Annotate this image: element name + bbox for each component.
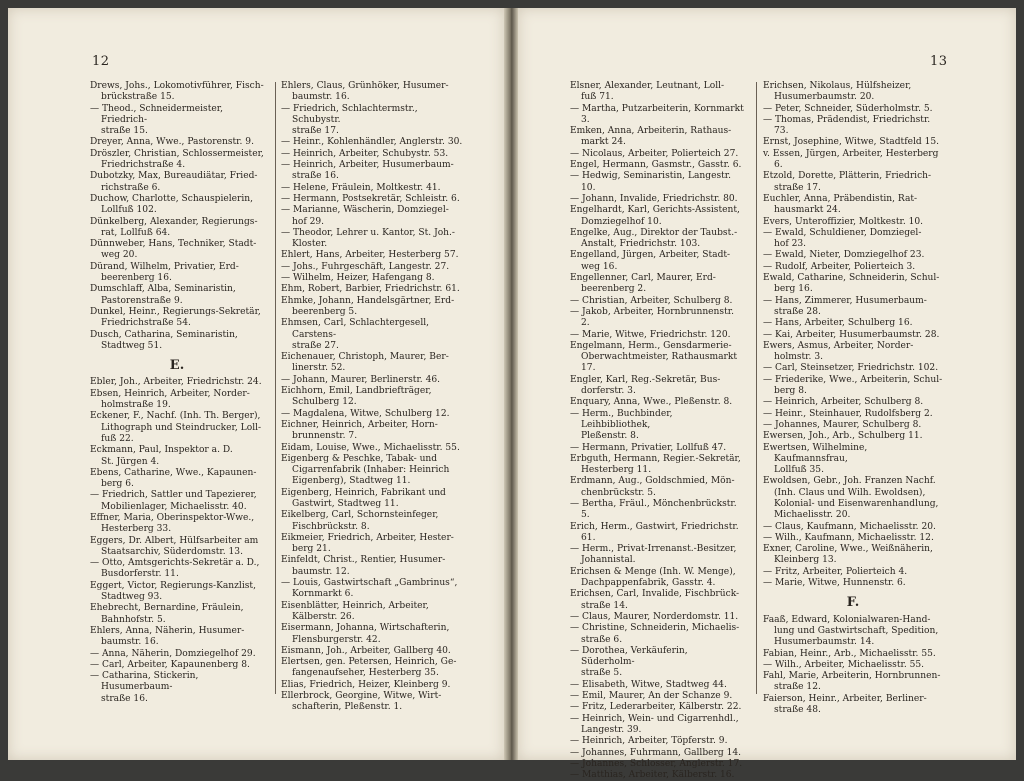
directory-entry: — Heinrich, Arbeiter, Töpferstr. 9. [570,736,728,747]
directory-entry: Eikmeier, Friedrich, Arbeiter, Hester- berg 21. [281,532,454,555]
directory-entry: Erichsen & Menge (Inh. W. Menge), Dachpappenfabrik, Gasstr. 4. [570,566,736,589]
directory-entry: — Johannes, Fuhrmann, Gallberg 14. [570,747,742,758]
directory-entry: Ehmsen, Carl, Schlachtergesell, Carstens- straße 27. [281,318,430,351]
directory-entry: Effner, Maria, Oberinspektor-Wwe., Hesterberg 33. [90,512,255,535]
directory-entry: Eigenberg, Heinrich, Fabrikant und Gastwirt, Stadtweg 11. [281,487,446,509]
directory-entry: Dusch, Catharina, Seminaristin, Stadtweg 51. [90,329,238,351]
directory-entry: Dürand, Wilhelm, Privatier, Erd- beerenberg 16. [90,261,239,284]
directory-entry: — Heinr., Kohlenhändler, Anglerstr. 30. [281,137,463,148]
directory-entry: — Emil, Maurer, An der Schanze 9. [570,691,733,702]
directory-entry: Dröszler, Christian, Schlossermeister, Friedrichstraße 4. [90,148,264,171]
directory-entry: — Marie, Witwe, Hunnenstr. 6. [763,578,906,589]
directory-entry: Eidam, Louise, Wwe., Michaelisstr. 55. [281,442,460,453]
directory-entry: — Carl, Steinsetzer, Friedrichstr. 102. [763,363,939,374]
directory-entry: — Heinrich, Arbeiter, Schulberg 8. [763,397,924,408]
directory-entry: — Dorothea, Verkäuferin, Süderholm- straße 5. [570,645,688,679]
directory-entry: Ebens, Catharine, Wwe., Kapaunen- berg 6. [90,467,257,490]
directory-entry: Eichner, Heinrich, Arbeiter, Horn- brunnenstr. 7. [281,419,438,442]
directory-entry: Erich, Herm., Gastwirt, Friedrichstr. 61. [570,521,739,543]
directory-entry: Engellenner, Carl, Maurer, Erd- beerenberg 2. [570,273,716,295]
directory-entry: Engelhardt, Karl, Gerichts-Assistent, Domziegelhof 10. [570,205,740,227]
directory-entry: Ehlers, Anna, Näherin, Husumer- baumstr. 16. [90,625,245,648]
directory-entry: Engel, Hermann, Gasmstr., Gasstr. 6. [570,160,742,171]
directory-entry: Elsner, Alexander, Leutnant, Loll- fuß 71. [570,81,725,103]
section-letter: F. [846,595,860,611]
directory-entry: Erbguth, Hermann, Regier.-Sekretär, Hesterberg 11. [570,453,741,476]
directory-entry: Eckener, F., Nachf. (Inh. Th. Berger), Lithograph und Steindrucker, Loll- fuß 22. [90,411,262,444]
directory-entry: v. Essen, Jürgen, Arbeiter, Hesterberg 6. [763,148,939,171]
directory-entry: Emken, Anna, Arbeiterin, Rathaus- markt 24. [570,126,732,148]
directory-entry: Engelmann, Herm., Gensdarmerie- Oberwachtmeister, Rathausmarkt 17. [570,340,738,374]
directory-entry: Enquary, Anna, Wwe., Pleßenstr. 8. [570,397,733,408]
directory-column [763,81,943,716]
page-number: 13 [930,54,948,69]
directory-entry: Duchow, Charlotte, Schauspielerin, Lollfuß 102. [90,193,254,216]
directory-entry: Ehlert, Hans, Arbeiter, Hesterberg 57. [281,250,459,261]
directory-entry: — Fritz, Arbeiter, Polierteich 4. [763,566,908,577]
directory-entry: — Magdalena, Witwe, Schulberg 12. [281,408,450,419]
directory-entry: Eichhorn, Emil, Landbriefträger, Schulberg 12. [281,386,432,408]
directory-entry: — Nicolaus, Arbeiter, Polierteich 27. [570,148,739,159]
directory-entry: — Rudolf, Arbeiter, Polierteich 3. [763,261,916,272]
directory-entry: — Hans, Arbeiter, Schulberg 16. [763,318,913,329]
directory-entry: — Helene, Fräulein, Moltkestr. 41. [281,182,441,193]
directory-entry: — Hans, Zimmerer, Husumerbaum- straße 28. [763,295,927,317]
directory-entry: — Heinrich, Arbeiter, Husumerbaum- straße 16. [281,160,454,182]
directory-entry: — Thomas, Prädendist, Friedrichstr. 73. [763,114,931,137]
directory-entry: Drews, Johs., Lokomotivführer, Fisch- brückstraße 15. [90,81,264,103]
directory-entry: — Elisabeth, Witwe, Stadtweg 44. [570,679,727,690]
directory-entry: Eggers, Dr. Albert, Hülfsarbeiter am Staatsarchiv, Süderdomstr. 13. [90,535,259,557]
directory-entry: — Friedrich, Sattler und Tapezierer, Mobilienlager, Michaelisstr. 40. [90,490,257,512]
directory-entry: — Christine, Schneiderin, Michaelis- straße 6. [570,623,740,645]
directory-entry: Engler, Karl, Reg.-Sekretär, Bus- dorferstr. 3. [570,374,721,397]
directory-entry: Eichenauer, Christoph, Maurer, Ber- linerstr. 52. [281,352,449,374]
directory-entry: Eisermann, Johanna, Wirtschafterin, Flensburgerstr. 42. [281,623,450,645]
directory-entry: — Hermann, Privatier, Lollfuß 47. [570,442,727,453]
directory-entry: Dreyer, Anna, Wwe., Pastorenstr. 9. [90,137,254,148]
directory-entry: — Jakob, Arbeiter, Hornbrunnenstr. 2. [570,306,734,329]
directory-entry: Dunkel, Heinr., Regierungs-Sekretär, Friedrichstraße 54. [90,306,261,329]
directory-entry: — Christian, Arbeiter, Schulberg 8. [570,295,733,306]
directory-entry: Ernst, Josephine, Witwe, Stadtfeld 15. [763,137,940,148]
directory-entry: — Louis, Gastwirtschaft „Gambrinus“, Kornmarkt 6. [281,578,458,600]
directory-entry: Dünkelberg, Alexander, Regierungs- rat, Lollfuß 64. [90,216,258,238]
directory-entry: — Johann, Invalide, Friedrichstr. 80. [570,193,738,204]
directory-entry: Ewald, Catharine, Schneiderin, Schul- berg 16. [763,273,940,295]
directory-entry: — Marianne, Wäscherin, Domziegel- hof 29. [281,205,449,227]
directory-entry: — Theod., Schneidermeister, Friedrich- straße 15. [90,103,223,137]
section-letter: E. [169,358,185,374]
directory-entry: — Herm., Privat-Irrenanst.-Besitzer, Johannistal. [570,544,737,566]
directory-entry: Ehlers, Claus, Grünhöker, Husumer- baumstr. 16. [281,81,449,103]
directory-entry: Dünnweber, Hans, Techniker, Stadt- weg 20. [90,239,257,261]
directory-entry: — Peter, Schneider, Süderholmstr. 5. [763,103,933,114]
directory-entry: — Marie, Witwe, Friedrichstr. 120. [570,329,731,340]
directory-entry: Elertsen, gen. Petersen, Heinrich, Ge- fangenaufseher, Hesterberg 35. [281,657,457,679]
left-page [8,8,504,760]
column-divider [756,82,757,694]
directory-entry: Ehm, Robert, Barbier, Friedrichstr. 61. [281,284,460,295]
directory-entry: — Friederike, Wwe., Arbeiterin, Schul- berg 8. [763,374,943,397]
directory-entry: — Catharina, Stickerin, Husumerbaum- straße 16. [90,671,199,704]
directory-entry: Faaß, Edward, Kolonialwaren-Hand- lung und Gastwirtschaft, Spedition, Husumerbaumstr. 14. [763,614,939,648]
directory-entry: — Ewald, Schuldiener, Domziegel- hof 23. [763,227,922,250]
directory-entry: Ehebrecht, Bernardine, Fräulein, Bahnhofstr. 5. [90,603,244,625]
directory-entry: Ewertsen, Wilhelmine, Kaufmannsfrau, Lollfuß 35. [763,442,868,476]
directory-entry: — Otto, Amtsgerichts-Sekretär a. D., Busdorferstr. 11. [90,558,260,580]
directory-entry: — Heinrich, Wein- und Cigarrenhdl., Langestr. 39. [570,713,739,735]
directory-entry: Exner, Caroline, Wwe., Weißnäherin, Kleinberg 13. [763,544,933,566]
directory-entry: — Johannes, Schlosser, Anglerstr. 17. [570,758,743,769]
directory-entry: — Claus, Kaufmann, Michaelisstr. 20. [763,521,936,532]
book-gutter [504,8,518,760]
directory-entry: — Herm., Buchbinder, Leihbibliothek, Pleßenstr. 8. [570,408,673,442]
directory-entry: Euchler, Anna, Präbendistin, Rat- hausmarkt 24. [763,193,918,216]
directory-entry: — Wilh., Arbeiter, Michaelisstr. 55. [763,659,925,670]
directory-entry: Eismann, Joh., Arbeiter, Gallberg 40. [281,645,451,656]
directory-entry: Erichsen, Nikolaus, Hülfsheizer, Husumerbaumstr. 20. [763,81,912,103]
directory-entry: Engelland, Jürgen, Arbeiter, Stadt- weg 16. [570,250,731,272]
right-page [518,8,1016,781]
directory-entry: Ebler, Joh., Arbeiter, Friedrichstr. 24. [90,377,262,388]
directory-entry: Faierson, Heinr., Arbeiter, Berliner- straße 48. [763,693,927,716]
directory-entry: Elias, Friedrich, Heizer, Kleinberg 9. [281,679,451,690]
directory-entry: Engelke, Aug., Direktor der Taubst.- Anstalt, Friedrichstr. 103. [570,227,738,250]
column-divider [275,82,276,694]
directory-entry: — Matthias, Arbeiter, Kälberstr. 16. [570,770,735,781]
directory-entry: — Anna, Näherin, Domziegelhof 29. [90,648,256,659]
directory-entry: — Wilhelm, Heizer, Hafengang 8. [281,273,435,284]
directory-entry: Ewers, Asmus, Arbeiter, Norder- holmstr. 3. [763,340,914,363]
directory-entry: Ehmke, Johann, Handelsgärtner, Erd- beerenberg 5. [281,295,455,317]
directory-entry: Erdmann, Aug., Goldschmied, Mön- chenbrückstr. 5. [570,476,735,498]
directory-entry: Ewersen, Joh., Arb., Schulberg 11. [763,431,923,442]
page-number: 12 [92,54,110,69]
directory-entry: Dubotzky, Max, Bureaudiätar, Fried- richstraße 6. [90,171,258,193]
directory-entry: Evers, Unteroffizier, Moltkestr. 10. [763,216,924,227]
directory-entry: Erichsen, Carl, Invalide, Fischbrück- straße 14. [570,589,740,611]
directory-entry: — Johannes, Maurer, Schulberg 8. [763,419,922,430]
directory-entry: Eggert, Victor, Regierungs-Kanzlist, Stadtweg 93. [90,580,256,603]
directory-entry: Einfeldt, Christ., Rentier, Husumer- baumstr. 12. [281,555,446,577]
directory-column [570,81,744,781]
directory-entry: — Friedrich, Schlachtermstr., Schubystr. straße 17. [281,103,418,137]
directory-entry: Eigenberg & Peschke, Tabak- und Cigarrenfabrik (Inhaber: Heinrich Eigenberg), Stadtweg 11. [281,453,450,487]
directory-entry: Ewoldsen, Gebr., Joh. Franzen Nachf. (Inh. Claus und Wilh. Ewoldsen), Kolonial- und Eisenwarenhandlung, Michaelisstr. 20. [763,476,939,521]
directory-entry: Ellerbrock, Georgine, Witwe, Wirt- schafterin, Pleßenstr. 1. [281,691,442,713]
directory-entry: Eckmann, Paul, Inspektor a. D. St. Jürgen 4. [90,445,233,467]
directory-entry: Eisenblätter, Heinrich, Arbeiter, Kälberstr. 26. [281,600,429,622]
directory-entry: — Wilh., Kaufmann, Michaelisstr. 12. [763,532,934,543]
directory-column [281,81,466,714]
directory-entry: — Claus, Maurer, Norderdomstr. 11. [570,611,739,622]
directory-entry: — Carl, Arbeiter, Kapaunenberg 8. [90,659,250,670]
directory-entry: Dumschlaff, Alba, Seminaristin, Pastorenstraße 9. [90,284,236,306]
directory-entry: — Kai, Arbeiter, Husumerbaumstr. 28. [763,329,940,340]
directory-column [90,81,264,705]
directory-entry: Etzold, Dorette, Plätterin, Friedrich- straße 17. [763,171,932,193]
directory-entry: Ebsen, Heinrich, Arbeiter, Norder- holmstraße 19. [90,388,250,411]
directory-entry: — Theodor, Lehrer u. Kantor, St. Joh.- Kloster. [281,227,456,250]
directory-entry: — Bertha, Fräul., Mönchenbrückstr. 5. [570,498,737,521]
directory-entry: — Heinr., Steinhauer, Rudolfsberg 2. [763,408,933,419]
directory-entry: Fahl, Marie, Arbeiterin, Hornbrunnen- straße 12. [763,671,941,693]
directory-entry: — Hermann, Postsekretär, Schleistr. 6. [281,193,460,204]
directory-entry: — Johs., Fuhrgeschäft, Langestr. 27. [281,261,450,272]
directory-entry: — Johann, Maurer, Berlinerstr. 46. [281,374,441,385]
directory-entry: — Heinrich, Arbeiter, Schubystr. 53. [281,148,449,159]
directory-entry: — Ewald, Nieter, Domziegelhof 23. [763,250,925,261]
directory-entry: Eikelberg, Carl, Schornsteinfeger, Fischbrückstr. 8. [281,510,439,532]
directory-entry: — Martha, Putzarbeiterin, Kornmarkt 3. [570,103,744,125]
directory-entry: — Hedwig, Seminaristin, Langestr. 10. [570,171,732,193]
directory-entry: — Fritz, Lederarbeiter, Kälberstr. 22. [570,702,742,713]
directory-entry: Fabian, Heinr., Arb., Michaelisstr. 55. [763,648,936,659]
